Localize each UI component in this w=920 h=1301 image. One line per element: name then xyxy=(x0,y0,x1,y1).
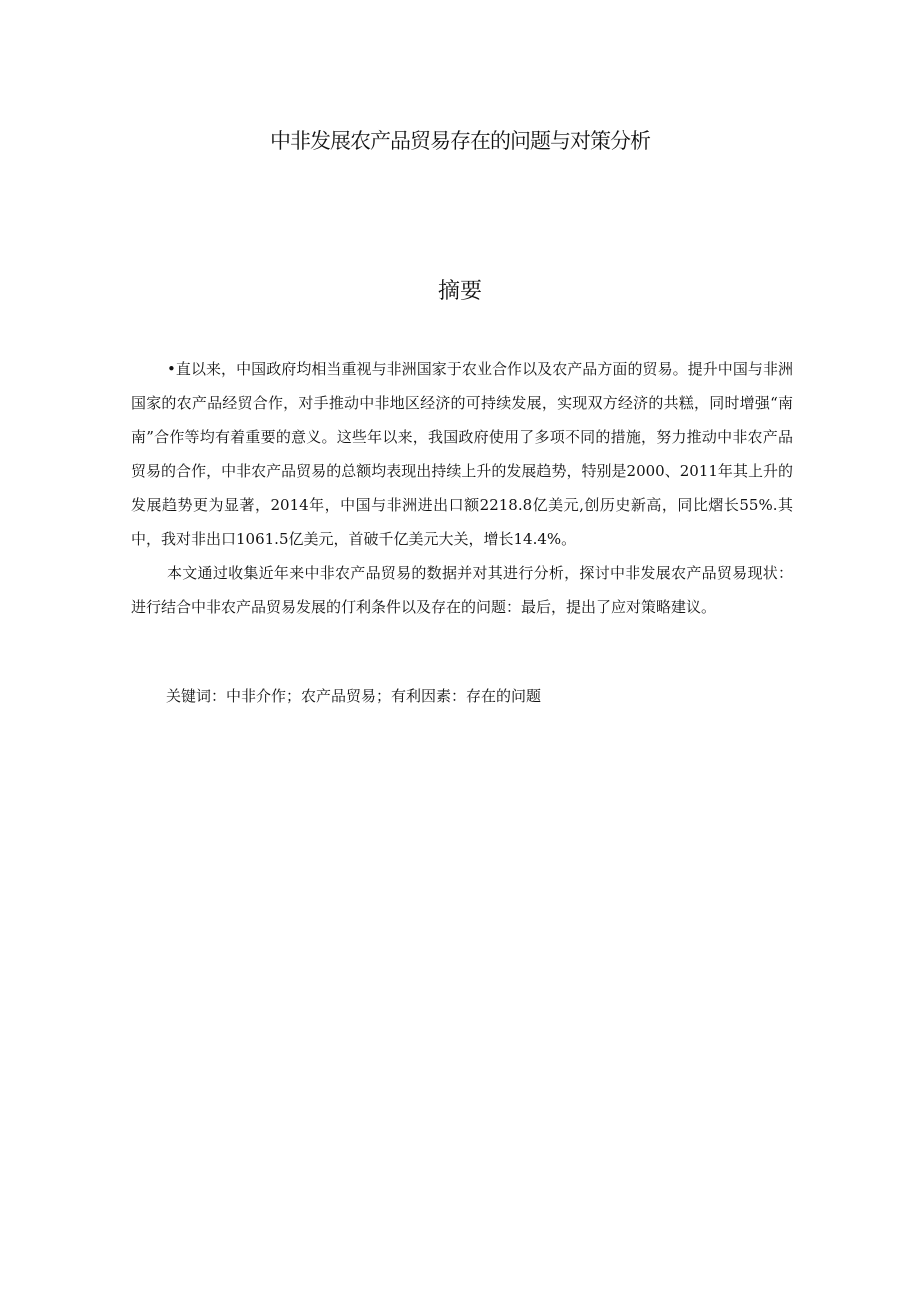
abstract-body xyxy=(131,352,793,624)
keywords-line: 关键词：中非介作；农产品贸易；有利因素：存在的问题 xyxy=(166,687,542,705)
abstract-paragraph-1: •直以来，中国政府均相当重视与非洲国家于农业合作以及农产品方面的贸易。提升中国与非洲国家的农产品经贸合作，对手推动中非地区经济的可持续发展，实现双方经济的共糕，同时增强“南南”合作等均有着重要的意义。这些年以来，我国政府使用了多项不同的措施，努力推动中非农产品贸易的合作，中非农产品贸易的总额均表现出持续上升的发展趋势，特别是2000、2011年其上升的发展趋势更为显著，2014年，中国与非洲进出口额2218.8亿美元,创历史新高，同比熠长55%.其中，我对非出口1061.5亿美元，首破千亿美元大关，增长14.4%。 xyxy=(131,360,793,548)
document-title: 中非发展农产品贸易存在的问题与对策分析 xyxy=(270,129,650,153)
abstract-paragraph-2: 本文通过收集近年来中非农产品贸易的数据并对其进行分析，探讨中非发展农产品贸易现状：进行结合中非农产品贸易发展的仃利条件以及存在的问题：最后，提出了应对策略建议。 xyxy=(131,564,793,616)
abstract-heading: 摘要 xyxy=(437,279,482,304)
